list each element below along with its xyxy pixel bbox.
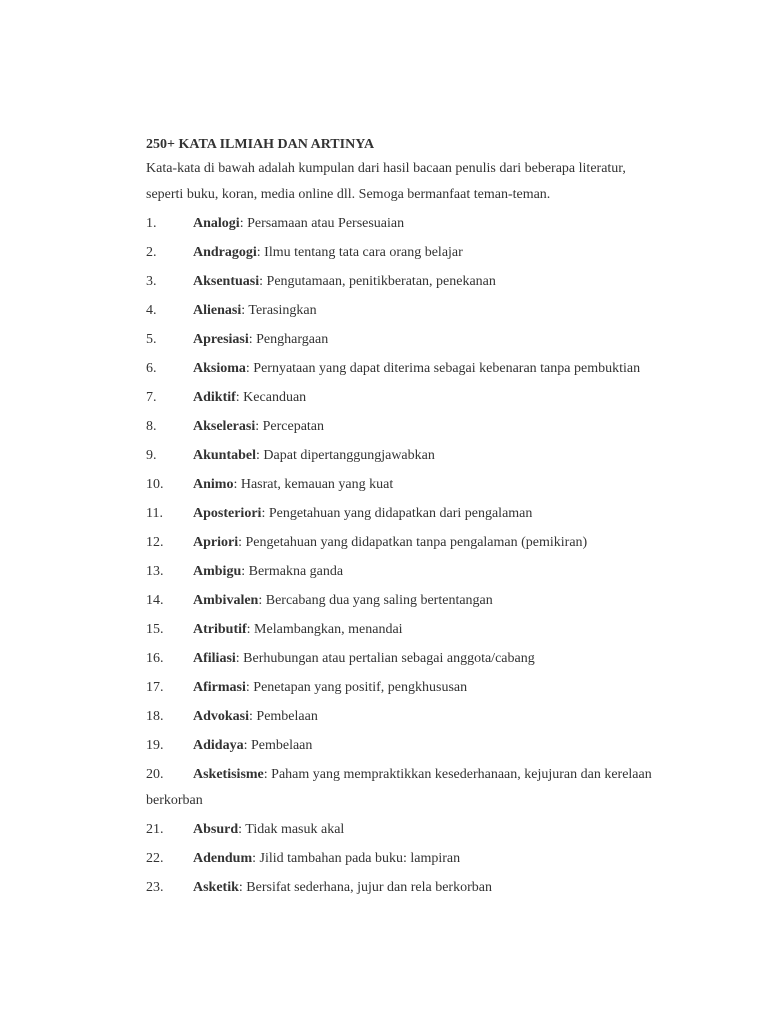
entry-term: Asketik <box>193 880 239 895</box>
entry-number: 4. <box>146 303 157 318</box>
entry-definition: : Jilid tambahan pada buku: lampiran <box>252 851 461 866</box>
entry-definition: : Ilmu tentang tata cara orang belajar <box>256 245 463 260</box>
intro-paragraph: Kata-kata di bawah adalah kumpulan dari hasil bacaan penulis dari beberapa literatur, seperti buku, koran, media online dll. Semoga bermanfaat teman-teman. <box>146 161 626 202</box>
glossary-entry <box>146 701 666 730</box>
entry-definition: : Penetapan yang positif, pengkhususan <box>245 680 468 695</box>
entry-number: 22. <box>146 851 164 866</box>
entry-term: Afiliasi <box>193 651 236 666</box>
entry-number: 19. <box>146 738 164 753</box>
entry-term: Aposteriori <box>193 506 262 521</box>
entry-definition: : Bersifat sederhana, jujur dan rela berkorban <box>238 880 492 895</box>
glossary-entry <box>146 237 666 266</box>
glossary-list <box>146 208 666 901</box>
entry-number: 11. <box>146 506 163 521</box>
entry-number: 1. <box>146 216 157 231</box>
entry-number: 9. <box>146 448 157 463</box>
glossary-entry <box>146 382 666 411</box>
entry-number: 7. <box>146 390 157 405</box>
glossary-entry <box>146 266 666 295</box>
glossary-entry <box>146 295 666 324</box>
glossary-entry <box>146 759 666 814</box>
entry-term: Akselerasi <box>193 419 256 434</box>
glossary-entry <box>146 440 666 469</box>
entry-number: 21. <box>146 822 164 837</box>
glossary-entry <box>146 208 666 237</box>
document-title: 250+ KATA ILMIAH DAN ARTINYA <box>146 137 375 152</box>
entry-number: 15. <box>146 622 164 637</box>
entry-term: Atributif <box>193 622 247 637</box>
entry-definition: : Pengetahuan yang didapatkan dari pengalaman <box>261 506 533 521</box>
entry-term: Aksioma <box>193 361 246 376</box>
glossary-entry <box>146 411 666 440</box>
glossary-entry <box>146 324 666 353</box>
entry-definition: : Terasingkan <box>241 303 317 318</box>
entry-number: 18. <box>146 709 164 724</box>
glossary-entry <box>146 469 666 498</box>
entry-term: Advokasi <box>193 709 250 724</box>
glossary-entry <box>146 353 666 382</box>
glossary-entry <box>146 843 666 872</box>
entry-definition: : Berhubungan atau pertalian sebagai anggota/cabang <box>235 651 535 666</box>
entry-number: 8. <box>146 419 157 434</box>
entry-definition: : Persamaan atau Persesuaian <box>239 216 405 231</box>
entry-number: 12. <box>146 535 164 550</box>
entry-term: Adendum <box>193 851 253 866</box>
entry-term: Apriori <box>193 535 239 550</box>
glossary-entry <box>146 730 666 759</box>
entry-number: 20. <box>146 767 164 782</box>
entry-definition: : Pernyataan yang dapat diterima sebagai kebenaran tanpa pembuktian <box>245 361 641 376</box>
entry-term: Afirmasi <box>193 680 246 695</box>
entry-term: Ambivalen <box>193 593 259 608</box>
entry-term: Alienasi <box>193 303 242 318</box>
entry-number: 14. <box>146 593 164 608</box>
entry-definition: : Paham yang mempraktikkan kesederhanaan, kejujuran dan kerelaan berkorban <box>146 767 652 808</box>
entry-definition: : Melambangkan, menandai <box>246 622 403 637</box>
entry-term: Akuntabel <box>193 448 257 463</box>
entry-definition: : Dapat dipertanggungjawabkan <box>256 448 435 463</box>
entry-term: Absurd <box>193 822 239 837</box>
entry-term: Adidaya <box>193 738 244 753</box>
glossary-entry <box>146 672 666 701</box>
entry-number: 23. <box>146 880 164 895</box>
entry-number: 3. <box>146 274 157 289</box>
entry-term: Asketisisme <box>193 767 264 782</box>
entry-term: Analogi <box>193 216 240 231</box>
glossary-entry <box>146 814 666 843</box>
glossary-entry <box>146 585 666 614</box>
entry-definition: : Bercabang dua yang saling bertentangan <box>258 593 493 608</box>
entry-definition: : Pengetahuan yang didapatkan tanpa pengalaman (pemikiran) <box>238 535 588 550</box>
entry-term: Andragogi <box>193 245 257 260</box>
entry-definition: : Kecanduan <box>235 390 307 405</box>
entry-definition: : Pembelaan <box>243 738 313 753</box>
glossary-entry <box>146 498 666 527</box>
entry-definition: : Pengutamaan, penitikberatan, penekanan <box>259 274 496 289</box>
entry-definition: : Bermakna ganda <box>241 564 344 579</box>
entry-number: 5. <box>146 332 157 347</box>
glossary-entry <box>146 614 666 643</box>
entry-number: 6. <box>146 361 157 376</box>
entry-definition: : Percepatan <box>255 419 325 434</box>
entry-definition: : Hasrat, kemauan yang kuat <box>233 477 394 492</box>
entry-term: Apresiasi <box>193 332 249 347</box>
entry-definition: : Tidak masuk akal <box>238 822 345 837</box>
glossary-entry <box>146 527 666 556</box>
entry-number: 17. <box>146 680 164 695</box>
entry-term: Ambigu <box>193 564 242 579</box>
glossary-entry <box>146 556 666 585</box>
entry-definition: : Penghargaan <box>248 332 329 347</box>
entry-number: 2. <box>146 245 157 260</box>
glossary-entry <box>146 872 666 901</box>
document-page <box>146 134 666 901</box>
entry-definition: : Pembelaan <box>249 709 318 724</box>
entry-term: Adiktif <box>193 390 236 405</box>
entry-term: Animo <box>193 477 234 492</box>
entry-term: Aksentuasi <box>193 274 260 289</box>
entry-number: 16. <box>146 651 164 666</box>
glossary-entry <box>146 643 666 672</box>
entry-number: 13. <box>146 564 164 579</box>
entry-number: 10. <box>146 477 164 492</box>
